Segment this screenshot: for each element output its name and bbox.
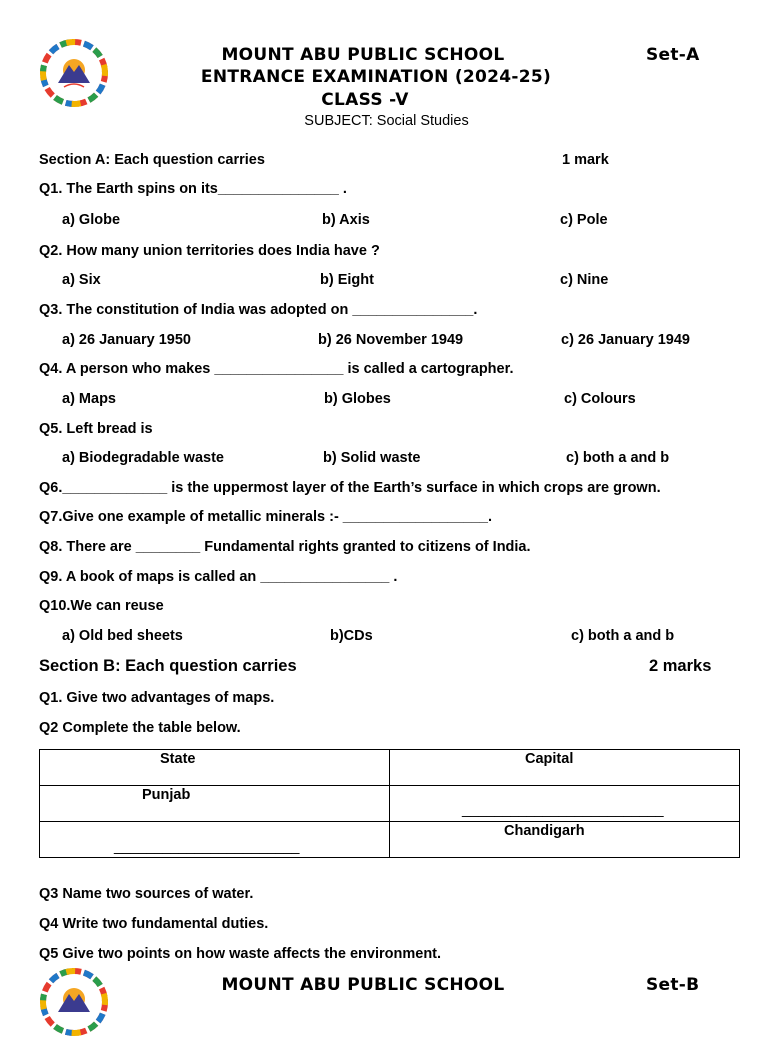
question-6: Q6._____________ is the uppermost layer of the Earth’s surface in which crops are grown. xyxy=(39,480,661,496)
section-b-question-4: Q4 Write two fundamental duties. xyxy=(39,916,269,932)
subject-label: SUBJECT: Social Studies xyxy=(304,113,469,129)
q3-option-b: b) 26 November 1949 xyxy=(318,332,464,348)
q4-option-b: b) Globes xyxy=(324,391,391,407)
question-4: Q4. A person who makes ________________ is called a cartographer. xyxy=(39,361,514,377)
section-b-marks: 2 marks xyxy=(649,657,712,675)
table-cell-chandigarh: Chandigarh xyxy=(504,823,585,839)
q1-option-c: c) Pole xyxy=(560,212,608,228)
table-header-capital: Capital xyxy=(525,751,574,767)
table-cell xyxy=(40,786,390,822)
section-b-title: Section B: Each question carries xyxy=(39,657,297,675)
table-cell xyxy=(390,786,740,822)
question-1: Q1. The Earth spins on its_______________ . xyxy=(39,181,347,197)
q1-option-a: a) Globe xyxy=(62,212,121,228)
set-label: Set-A xyxy=(646,45,700,65)
table-cell-blank-capital: _________________________ xyxy=(462,802,664,818)
next-page-set-label: Set-B xyxy=(646,975,700,995)
q10-option-a: a) Old bed sheets xyxy=(62,628,183,644)
question-10: Q10.We can reuse xyxy=(39,598,164,614)
q5-option-c: c) both a and b xyxy=(566,450,670,466)
q2-option-c: c) Nine xyxy=(560,272,609,288)
table-header-cell xyxy=(390,750,740,786)
table-header-cell xyxy=(40,750,390,786)
q10-option-b: b)CDs xyxy=(330,628,373,644)
q4-option-a: a) Maps xyxy=(62,391,116,407)
table-cell-blank-state: _______________________ xyxy=(114,839,300,855)
q3-option-a: a) 26 January 1950 xyxy=(62,332,191,348)
table-cell xyxy=(390,822,740,858)
q4-option-c: c) Colours xyxy=(564,391,636,407)
q2-option-a: a) Six xyxy=(62,272,101,288)
section-a-title: Section A: Each question carries xyxy=(39,152,265,168)
table-row xyxy=(40,822,740,858)
question-9: Q9. A book of maps is called an ________________ . xyxy=(39,569,398,585)
question-5: Q5. Left bread is xyxy=(39,421,153,437)
question-8: Q8. There are ________ Fundamental rights granted to citizens of India. xyxy=(39,539,531,555)
q10-option-c: c) both a and b xyxy=(571,628,675,644)
q5-option-b: b) Solid waste xyxy=(323,450,421,466)
section-a-marks: 1 mark xyxy=(562,152,609,168)
next-page-school-name: MOUNT ABU PUBLIC SCHOOL xyxy=(221,975,505,995)
section-b-question-5: Q5 Give two points on how waste affects the environment. xyxy=(39,946,442,962)
table-header-row xyxy=(40,750,740,786)
class-label: CLASS -V xyxy=(321,90,409,110)
state-capital-table xyxy=(39,749,740,858)
table-header-state: State xyxy=(160,751,196,767)
table-cell xyxy=(40,822,390,858)
q1-option-b: b) Axis xyxy=(322,212,370,228)
section-b-question-2: Q2 Complete the table below. xyxy=(39,720,241,736)
q2-option-b: b) Eight xyxy=(320,272,374,288)
exam-title: ENTRANCE EXAMINATION (2024-25) xyxy=(200,67,552,87)
school-name: MOUNT ABU PUBLIC SCHOOL xyxy=(221,45,505,65)
section-b-question-3: Q3 Name two sources of water. xyxy=(39,886,254,902)
section-b-question-1: Q1. Give two advantages of maps. xyxy=(39,690,275,706)
question-3: Q3. The constitution of India was adopted on _______________. xyxy=(39,302,478,318)
table-cell-punjab: Punjab xyxy=(142,787,191,803)
q3-option-c: c) 26 January 1949 xyxy=(561,332,690,348)
table-row xyxy=(40,786,740,822)
question-2: Q2. How many union territories does India have ? xyxy=(39,243,380,259)
question-7: Q7.Give one example of metallic minerals :- __________________. xyxy=(39,509,492,525)
q5-option-a: a) Biodegradable waste xyxy=(62,450,224,466)
